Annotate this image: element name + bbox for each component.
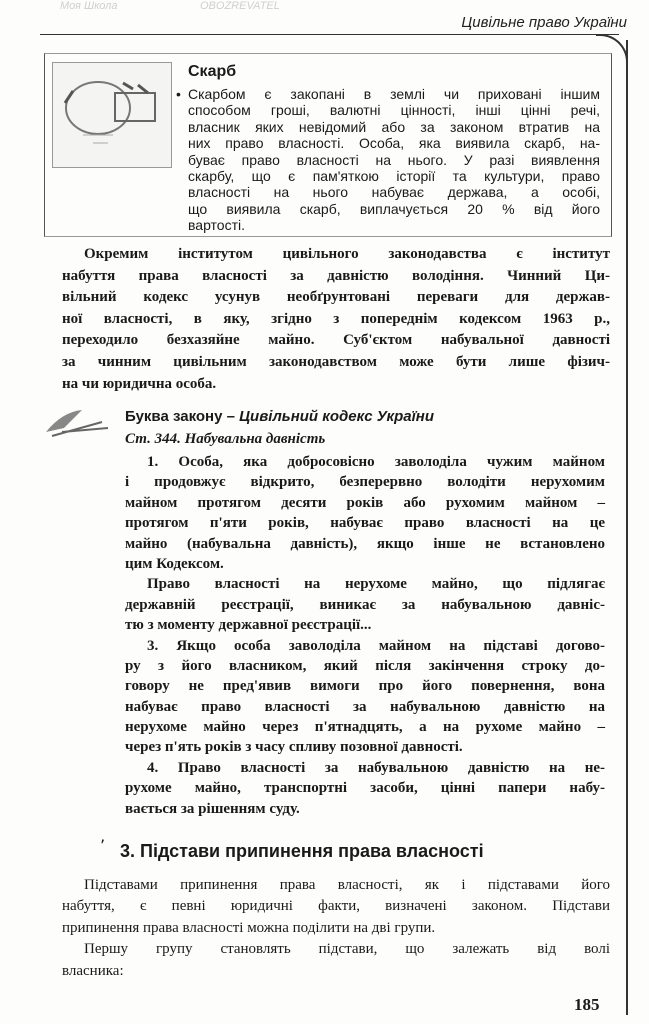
- text-line: вільний кодекс усунув необґрунтовані переваги для держав-: [62, 289, 610, 306]
- text-line: власності на нього набуває держава, а особі,: [188, 184, 600, 201]
- paragraph-acquisitive-prescription: [62, 244, 610, 395]
- text-line: Скарбом є закопані в землі чи приховані іншим: [188, 86, 600, 102]
- text-line: за чинним цивільним законодавством може бути лише фізич-: [62, 353, 610, 370]
- text-line: набуття права власності за давністю володіння. Чинний Ци-: [62, 267, 610, 284]
- running-header: Цивільне право України: [461, 14, 627, 31]
- text-line: майном протягом десяти років або рухомим майном –: [125, 494, 605, 511]
- law-box-title: [125, 408, 434, 426]
- info-box-text: [176, 86, 600, 234]
- text-line: вається за рішенням суду.: [125, 800, 300, 817]
- text-line: вартості.: [188, 217, 245, 234]
- pencil-mark-icon: ’: [100, 836, 106, 855]
- text-line: них право власності. Особа, яка виявила скарб, на-: [188, 135, 600, 152]
- text-line: 1. Особа, яка добросовісно заволоділа чужим майном: [147, 454, 605, 470]
- law-article-text: [125, 452, 605, 819]
- law-title-source: Цивільний кодекс України: [239, 408, 435, 425]
- info-box-title: Скарб: [188, 63, 237, 80]
- law-quill-icon: [42, 406, 112, 440]
- text-line: рухоме майно, транспортні засоби, цінні папери набу-: [125, 780, 605, 797]
- text-line: говору не пред'явив вимоги про його повернення, вона: [125, 678, 605, 695]
- text-line: майно (набувальна давність), якщо інше не встановлено: [125, 535, 605, 552]
- text-line: способом гроші, валютні цінності, інші цінні речі,: [188, 102, 600, 119]
- text-line: тю з моменту державної реєстрації...: [125, 617, 372, 634]
- text-line: набуття, є певні юридичні факти, визначені законом. Підстави: [62, 898, 610, 915]
- law-title-prefix: Буква закону –: [125, 408, 240, 425]
- text-line: державній реєстрації, виникає за набувальною давніс-: [125, 596, 605, 613]
- text-line: 3. Якщо особа заволоділа майном на підставі догово-: [147, 637, 605, 654]
- text-line: Підставами припинення права власності, як і підставами його: [84, 877, 610, 893]
- law-article-title: Ст. 344. Набувальна давність: [125, 431, 326, 447]
- text-line: нерухоме майно через п'ятнадцять, а на рухоме майно –: [125, 719, 605, 736]
- text-line: набуває право власності за набувальною давністю на: [125, 698, 605, 715]
- text-line: Право власності на нерухоме майно, що підлягає: [147, 576, 605, 593]
- section-heading: 3. Підстави припинення права власності: [120, 841, 484, 861]
- text-line: припинення права власності можна поділити на дві групи.: [62, 919, 436, 936]
- text-line: переходило безхазяйне майно. Суб'єктом набувальної давності: [62, 332, 610, 349]
- page-number: 185: [574, 995, 600, 1014]
- text-line: власник яких невідомий або за законом втратив на: [188, 118, 600, 135]
- text-line: що виявила скарб, виплачується 20 % від його: [188, 200, 600, 217]
- text-line: Першу групу становлять підстави, що залежать від волі: [84, 941, 610, 958]
- text-line: власника:: [62, 962, 124, 979]
- watermark-brand: OBOZREVATEL: [200, 0, 280, 12]
- text-line: протягом п'яти років, набуває право власності на це: [125, 515, 605, 532]
- text-line: і продовжує відкрито, безперервно володіти нерухомим: [125, 474, 605, 491]
- page-border-right: [626, 40, 628, 1015]
- paragraph-termination-grounds: [62, 875, 610, 982]
- text-line: скарбу, що є пам'яткою історії та культури, право: [188, 167, 600, 184]
- treasure-illustration: [52, 62, 172, 168]
- text-line: ної власності, в яку, згідно з попереднім кодексом 1963 р.,: [62, 310, 610, 327]
- text-line: буває право власності на нього. У разі виявлення: [188, 151, 600, 168]
- text-line: Окремим інститутом цивільного законодавства є інститут: [84, 246, 610, 262]
- bullet-icon: •: [176, 86, 181, 102]
- text-line: 4. Право власності за набувальною давністю на не-: [147, 759, 605, 776]
- text-line: ру з його власником, який після закінчення строку до-: [125, 657, 605, 674]
- watermark-school: Моя Школа: [60, 0, 118, 12]
- text-line: через п'ять років з часу спливу позовної давності.: [125, 739, 463, 756]
- text-line: на чи юридична особа.: [62, 375, 217, 392]
- text-line: цим Кодексом.: [125, 555, 224, 572]
- header-rule: [40, 34, 619, 35]
